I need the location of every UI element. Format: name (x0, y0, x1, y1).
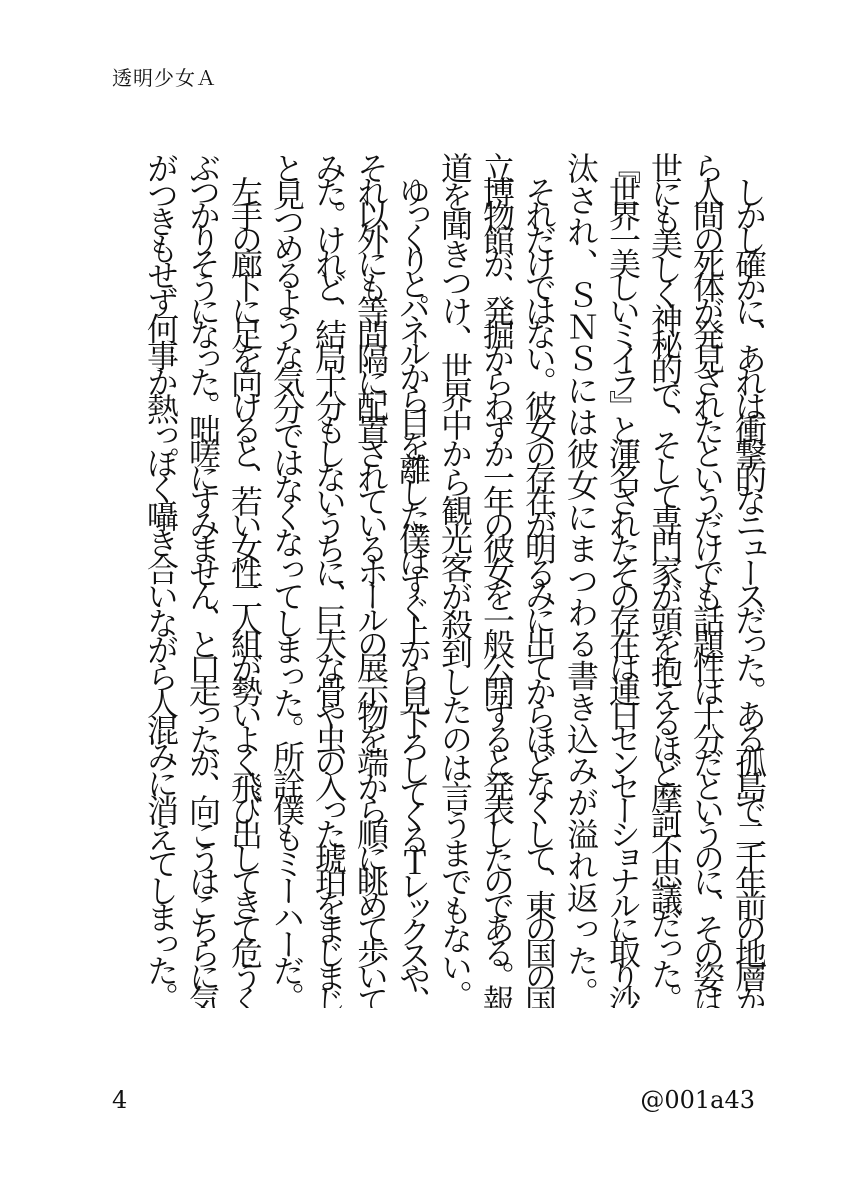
author-handle: @001a43 (640, 1086, 755, 1114)
text-line: それだけではない。彼女の存在が明るみに出てからほどなくして、東の国の国 (520, 152, 558, 1008)
page-number: 4 (112, 1086, 128, 1114)
text-line: 世にも美しく神秘的で、そして専門家が頭を抱えるほど摩訶不思議だった。 (646, 152, 684, 1008)
text-line: ぶつかりそうになった。咄嗟にすみません、と口走ったが、向こうはこちらに気 (184, 152, 222, 1008)
text-line: がつきもせず何事か熱っぽく囁き合いながら人混みに消えてしまった。 (142, 152, 180, 1008)
book-title: 透明少女Ａ (112, 66, 217, 90)
text-line: 左手の廊下に足を向けると、若い女性二人組が勢いよく飛び出してきて危うく (226, 152, 264, 1008)
text-line: 汰され、ＳＮＳには彼女にまつわる書き込みが溢れ返った。 (562, 152, 600, 1008)
text-line: 立博物館が、発掘からわずか一年の彼女を一般公開すると発表したのである。報 (478, 152, 516, 1008)
text-line: ら人間の死体が発見されたというだけでも話題性は十分だというのに、その姿は (688, 152, 726, 1008)
vertical-body-text (98, 152, 770, 1008)
text-line: みた。けれど、結局十分もしないうちに、巨大な骨や虫の入った琥珀をまじまじ (310, 152, 348, 1008)
text-line: と見つめるような気分ではなくなってしまった。所詮僕もミーハーだ。 (268, 152, 306, 1008)
text-line: しかし確かに、あれは衝撃的なニュースだった。ある孤島で二千年前の地層か (730, 152, 768, 1008)
text-line: 『世界一美しいミイラ』と渾名されたその存在は連日センセーショナルに取り沙 (604, 152, 642, 1008)
text-line: ゆっくりとパネルから目を離した僕はすぐ上から見下ろしてくるＴレックスや、 (394, 152, 432, 1008)
text-line: 道を聞きつけ、世界中から観光客が殺到したのは言うまでもない。 (436, 152, 474, 1008)
text-line: それ以外にも等間隔に配置されているホールの展示物を端から順に眺めて歩いて (352, 152, 390, 1008)
